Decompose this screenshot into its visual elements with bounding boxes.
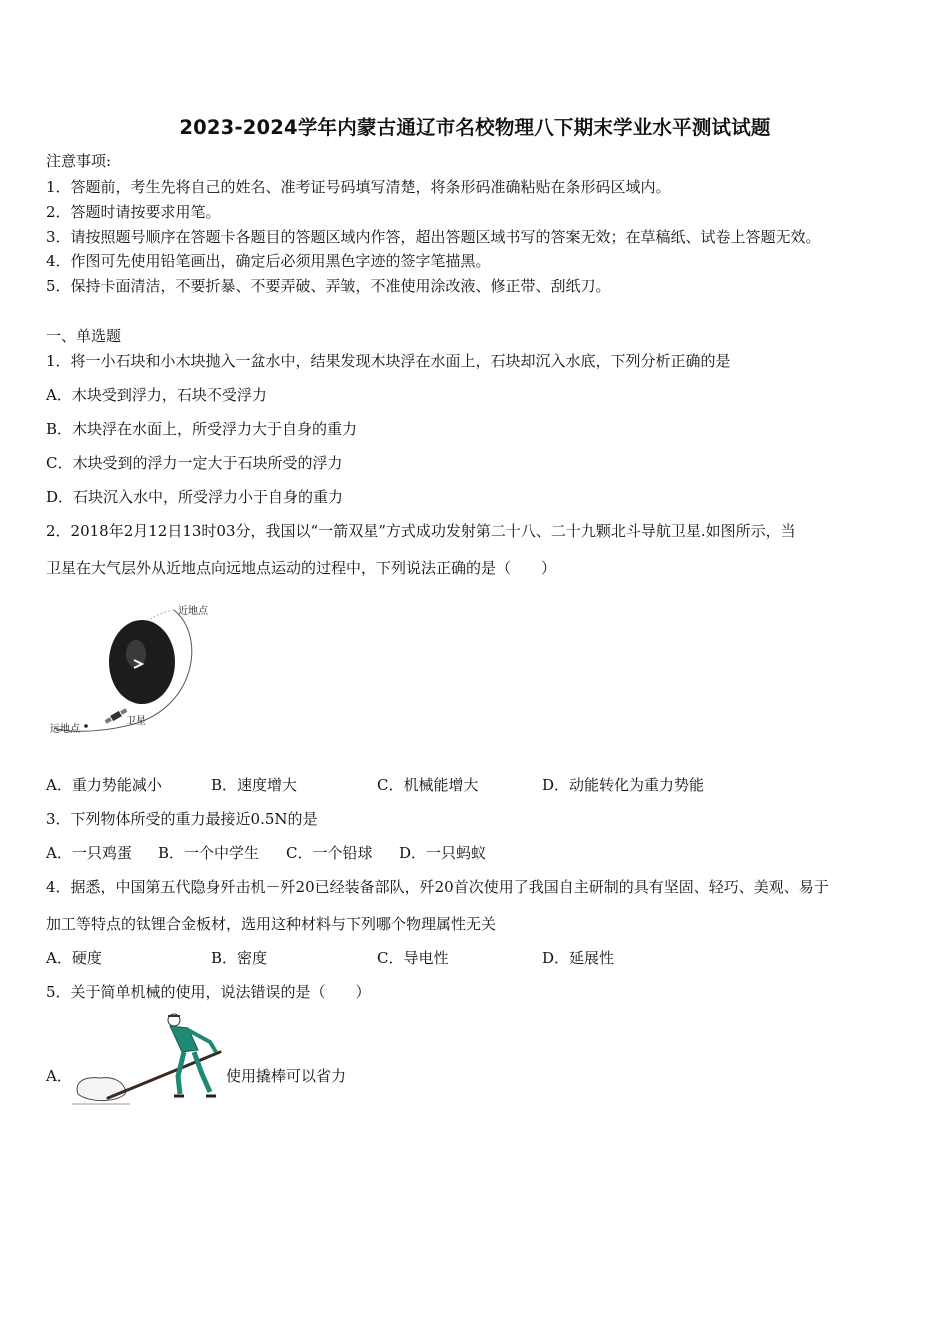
section-heading: 一、单选题 xyxy=(46,327,122,345)
q2-stem-line2: 卫星在大气层外从近地点向远地点运动的过程中，下列说法正确的是（ ） xyxy=(46,559,557,577)
q5-option-a-label: A． xyxy=(46,1067,72,1085)
rock-icon xyxy=(77,1078,126,1101)
notice-item-1: 1．答题前，考生先将自己的姓名、准考证号码填写清楚，将条形码准确粘贴在条形码区域内。 xyxy=(46,178,671,196)
q3-option-c: C．一个铅球 xyxy=(286,844,373,862)
label-satellite: 卫星 xyxy=(126,716,146,727)
lever-diagram xyxy=(70,1012,225,1110)
q4-option-b: B．密度 xyxy=(211,949,268,967)
notice-heading: 注意事项: xyxy=(46,152,112,170)
q4-stem-line2: 加工等特点的钛锂合金板材，选用这种材料与下列哪个物理属性无关 xyxy=(46,915,497,933)
q4-option-a: A．硬度 xyxy=(46,949,102,967)
q3-stem: 3．下列物体所受的重力最接近0.5N的是 xyxy=(46,810,318,828)
notice-item-3: 3．请按照题号顺序在答题卡各题目的答题区域内作答，超出答题区域书写的答案无效；在草稿纸、试卷上答题无效。 xyxy=(46,228,821,246)
q1-option-a: A．木块受到浮力，石块不受浮力 xyxy=(46,386,267,404)
q5-lever-figure xyxy=(70,1012,225,1110)
q4-option-c: C．导电性 xyxy=(377,949,449,967)
q5-stem: 5．关于简单机械的使用，说法错误的是（ ） xyxy=(46,983,371,1001)
q2-option-c: C．机械能增大 xyxy=(377,776,479,794)
q1-stem: 1．将一小石块和小木块抛入一盆水中，结果发现木块浮在水面上，石块却沉入水底，下列分析正确的是 xyxy=(46,352,731,370)
q4-stem-line1: 4．据悉，中国第五代隐身歼击机－歼20已经装备部队，歼20首次使用了我国自主研制的具有坚固、轻巧、美观、易于 xyxy=(46,878,829,896)
notice-item-4: 4．作图可先使用铅笔画出，确定后必须用黑色字迹的签字笔描黑。 xyxy=(46,252,491,270)
q2-orbit-figure xyxy=(46,596,226,746)
q2-stem-line1: 2．2018年2月12日13时03分，我国以“一箭双星”方式成功发射第二十八、二十九颗北斗导航卫星.如图所示，当 xyxy=(46,522,796,540)
q1-option-d: D．石块沉入水中，所受浮力小于自身的重力 xyxy=(46,488,344,506)
notice-item-5: 5．保持卡面清洁，不要折暴、不要弄破、弄皱，不准使用涂改液、修正带、刮纸刀。 xyxy=(46,277,611,295)
q2-option-a: A．重力势能减小 xyxy=(46,776,162,794)
q5-option-a-text: 使用撬棒可以省力 xyxy=(226,1067,347,1085)
notice-item-2: 2．答题时请按要求用笔。 xyxy=(46,203,221,221)
apogee-dot xyxy=(84,724,88,728)
label-top: 近地点 xyxy=(178,606,208,617)
label-bottom: 远地点 xyxy=(50,724,80,735)
q3-option-b: B．一个中学生 xyxy=(158,844,260,862)
q1-option-c: C．木块受到的浮力一定大于石块所受的浮力 xyxy=(46,454,343,472)
q2-option-b: B．速度增大 xyxy=(211,776,298,794)
q1-option-b: B．木块浮在水面上，所受浮力大于自身的重力 xyxy=(46,420,358,438)
q2-option-d: D．动能转化为重力势能 xyxy=(542,776,705,794)
q3-option-a: A．一只鸡蛋 xyxy=(46,844,132,862)
page-title: 2023-2024学年内蒙古通辽市名校物理八下期末学业水平测试试题 xyxy=(179,116,771,139)
q3-option-d: D．一只蚂蚁 xyxy=(399,844,487,862)
q4-option-d: D．延展性 xyxy=(542,949,615,967)
satellite-icon xyxy=(104,707,128,724)
